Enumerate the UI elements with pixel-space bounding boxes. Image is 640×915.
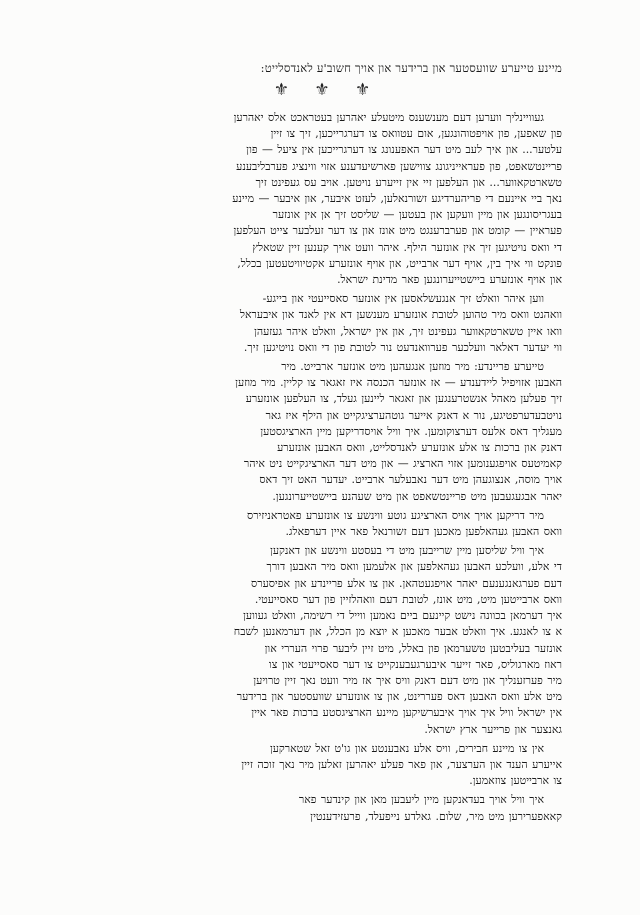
- text-line: האבען אזויפיל ליידענדע — אז אונזער הכנסה איז זאגאר צו קליין. מיר מוזען: [235, 376, 562, 390]
- text-line: פונקט ווי איך בין, אויף דער ארבייט, און אויף אונזערע אקטיוויטעטען בכלל,: [237, 256, 562, 270]
- text-line: פריינטשאפט, פון פעראייניגונג צווישען פארשיעדענע אזוי ווינציג פערבליבענע: [236, 159, 562, 173]
- text-line: ווען איהר וואלט זיך אנגעשלאסען אין אונזער סאסייעטי און בייגע-: [262, 292, 544, 306]
- text-line: אין צו מיינע חבירים, וויס אלע נאבענטע און גו'ט זאל שטארקען: [269, 741, 544, 755]
- text-line: פעראיין — קומט און פערברענגט מיט אונז און צו דער זעלבער צייט העלפען: [233, 224, 562, 238]
- text-line: וואס ארבייטען מיט, מיט אונז, לטובת דעם וואהלזיין פון דער סאסייעטי.: [254, 592, 562, 606]
- text-line: א צו לאנגע. איך וואלט אבער מאכען א יוצא מן הכלל, און דערמאנען לשבח: [233, 625, 562, 639]
- text-line: נויטבעדערפטיגע, נור א דאנק אייער גוטהערציגקייט און הילף איז גאר: [265, 408, 562, 422]
- text-line: קאמיטעס אויפגענומען אזוי הארציג — און מיט דער הארציגקייט ניט איהר: [243, 457, 562, 471]
- text-line: דעם פערגאנגענעם יאהר אויפגעטהאן. און צו אלע פריינדע און אפיסערס: [251, 576, 562, 590]
- text-line: וואהנט וואס מיר טהוען לטובת אונזערע מענשען דא אין לאנד און איבעראל: [239, 308, 562, 322]
- text-line: פון שאפען, פון אויפטוהונגען, אום עטוואס צו דערגרייכען, זיך צו זיין: [270, 127, 562, 141]
- paragraph: [92, 508, 562, 540]
- text-line: ראוז מארגוליס, פאר זייער איבערגעבענקייט צו דער סאסייעטי און צו: [268, 657, 562, 671]
- text-line: און אויף אונזערע ביישטייערונגען פאר מדינת ישראל.: [337, 273, 562, 287]
- text-line: די אלע, וועלכע האבען געהאלפען און אלעמען וואס מיר האבען דורך: [266, 560, 562, 574]
- text-line: וואו איין טשארטקאווער געפינט זיך, און אין ישראל, וואלט איהר געזעהן: [254, 324, 562, 338]
- text-line: אין ישראל וויל איך אויך איבערשיקען מיינע הארציגסטע ברכות פאר איין: [251, 706, 562, 720]
- text-line: מיט אלע וואס האבען דאס פעררינט, און צו אונזערע שוועסטער און ברידער: [236, 690, 562, 704]
- text-line: מיר פערזענליך און מיט דעם דאנק וויס איך אז מיר וועט נאך זיין טרויען: [253, 673, 562, 687]
- paragraph: [92, 543, 562, 737]
- text-line: מיר דריקען אויך אויס הארציגע גוטע ווינשע צו אונזערע פאטראניזירס: [247, 508, 544, 522]
- text-line: אויך מוסה, אנצוגעהן מיט דער נאבעלער ארבייט. יעדער האט זיך דאס: [259, 473, 562, 487]
- text-line: טייערע פריינדע: מיר מוזען אנגעהען מיט אונזער ארבייט. מיר: [281, 360, 544, 374]
- paragraph: [92, 741, 562, 790]
- text-line: איך וויל אויך בעדאנקען מיין ליעבען מאן און קינדער פאר: [298, 793, 544, 807]
- text-line: אונזער בעליבטען טשערמאן פון באלל, מיט זיין ליבער פרוי העררי און: [264, 641, 562, 655]
- text-line: איך וויל שליסען מיין שרייבען מיט די בעסטע ווינשע און דאנקען: [270, 544, 544, 558]
- salutation: מיינע טייערע שוועסטער און ברידער און אויך חשוב'ע לאנדסלייט:: [260, 61, 562, 75]
- text-line: דאנק און ברכות צו אלע אונזערע לאנדסלייט, וואס האבען אונזערע: [277, 441, 562, 455]
- text-line: נאך ביי איינעם די פריהערדיגע זשורנאלען, לעזט איבער, און איבער — מיינע: [232, 192, 562, 206]
- text-line: בעגריסונגען און מיין וועקען און בעטען — שליסט זיך אן אין אונזער: [272, 208, 562, 222]
- text-line: ווי יעדער דאלאר וועלכער פערוואנדעט נור לטובת פון די וואס נויטיגען זיך.: [243, 340, 562, 354]
- text-line: גאנצער און פרייער ארץ ישראל.: [424, 722, 562, 736]
- text-line: קאאפערירען מיט מיר, שלום. גאלדע נייפעלד, פרעזידענטין: [310, 809, 562, 823]
- text-line: געוויינליך ווערען דעם מענשענס מיטעלע יאהרען בעטראכט אלס יאהרען: [233, 111, 544, 124]
- text-line: עלטער... און איך לעב מיט דער האפענונג צו דערגרייכען אין ציעל — פון: [246, 143, 562, 157]
- text-line: איך דערמאן בכוונה נישט קיינעם ביים נאמען ווייל די רשימה, וואלט געווען: [243, 609, 562, 623]
- paragraph: [92, 110, 562, 288]
- paragraph: [92, 291, 562, 356]
- text-line: זיך פעלען מאהל אנשטרענגען און זאגאר ליינען געלד, צו העלפען אונזערע: [245, 392, 562, 406]
- letter-body: [92, 60, 562, 828]
- paragraph: [92, 792, 562, 824]
- fleur-de-lis-ornament-icon: ⚜ ⚜ ⚜: [273, 80, 381, 100]
- text-line: וואס האבען געהאלפען מאכען דעם זשורנאל פאר איין דערפאלג.: [285, 525, 562, 539]
- text-line: צו ארבייטען צוזאמען.: [469, 774, 562, 788]
- text-line: יאהר אבגעגעבען מיט פריינטשאפט און מיט שעהנע ביישטייערונגען.: [272, 489, 562, 503]
- text-line: אייערע הענד און הערצער, און פאר פעלע יאהרען זאלען מיר נאך זוכה זיין: [241, 757, 562, 771]
- text-line: די וואס נויטיגען זיך אין אונזער הילף. איהר וועט אויך קענען זיין שטאלץ: [252, 240, 562, 254]
- paragraph: [92, 359, 562, 505]
- text-line: טשארטקאווער... און העלפען זיי אין זייערע נויטען. אויב עס געפינט זיך: [255, 175, 562, 189]
- paragraph-list: [92, 110, 562, 825]
- text-line: מעגליך דאס אלעס דערצוקומען. איך וויל אויסדריקען מיין הארציגסטען: [260, 424, 562, 438]
